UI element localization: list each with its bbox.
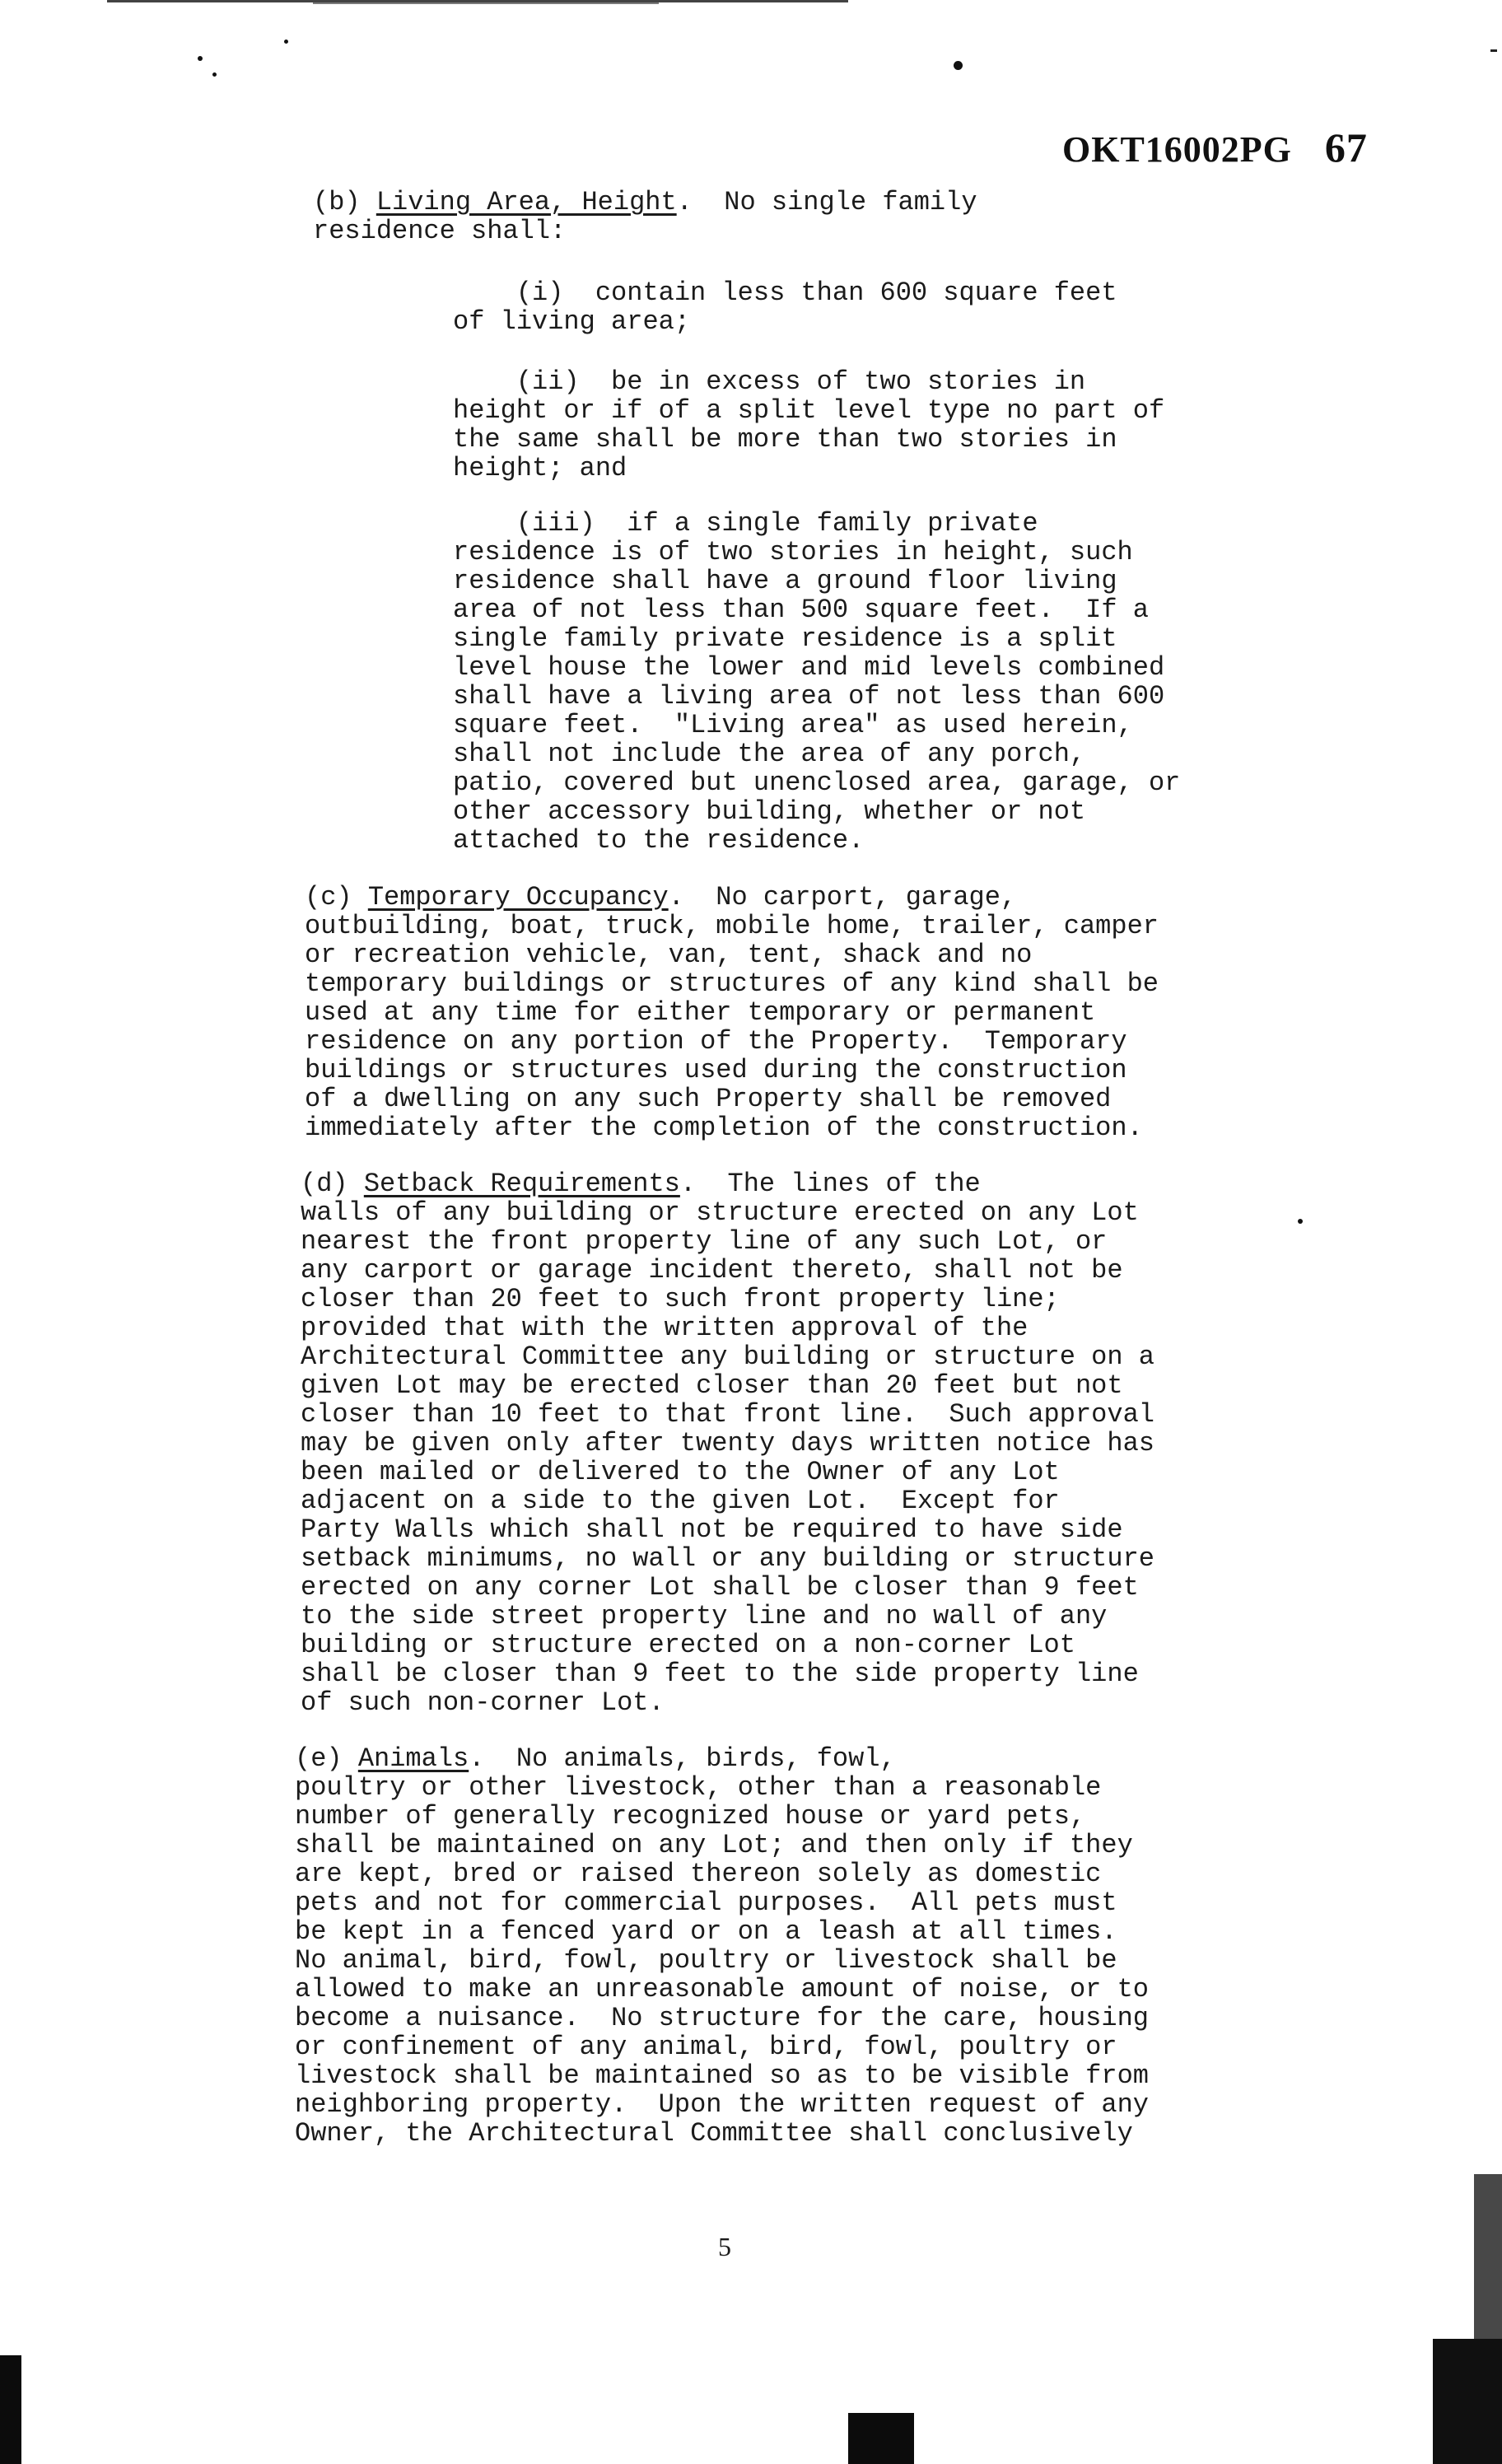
scan-speck — [212, 72, 217, 77]
scan-speck — [284, 40, 288, 44]
section-d-title: Setback Requirements — [363, 1169, 680, 1199]
section-e-text: . No animals, birds, fowl, poultry or other livestock, other than a reasonable number of generally recognized house or yard pets, shall be maintained on any Lot; and then only if they are kept, bred or raised thereon solely as domestic pets and not for commercial purposes. All pets must be kept in a fenced yard or on a leash at all times. No animal, bird, fowl, poultry or livestock shall be allowed to make an unreasonable amount of noise, or to become a nuisance. No structure for the care, housing or confinement of any animal, bird, fowl, poultry or livestock shall be maintained so as to be visible from neighboring property. Upon the written request of any Owner, the Architectural Committee shall conclusively — [295, 1743, 1149, 2149]
scan-edge-left — [0, 2355, 21, 2464]
page-number: 5 — [718, 2232, 731, 2261]
section-d-text: . The lines of the walls of any building or structure erected on any Lot nearest the front property line of any such Lot, or any carport or garage incident thereto, shall not be closer than 20 feet to such front property line; provided that with the written approval of the Architectural Committee any building or structure on a given Lot may be erected closer than 20 feet but not closer than 10 feet to that front line. Such approval may be given only after twenty days written notice has been mailed or delivered to the Owner of any Lot adjacent on a side to the given Lot. Except for Party Walls which shall not be required to have side setback minimums, no wall or any building or structure erected on any corner Lot shall be closer than 9 feet to the side street property line and no wall of any building or structure erected on a non-corner Lot shall be closer than 9 feet to the side property line of such non-corner Lot. — [301, 1169, 1154, 1718]
section-c-text: . No carport, garage, outbuilding, boat, truck, mobile home, trailer, camper or recreation vehicle, van, tent, shack and no temporary buildings or structures of any kind shall be used at any time for either temporary or permanent residence on any portion of the Property. Temporary buildings or structures used during the construction of a dwelling on any such Property shall be removed immediately after the completion of the construction. — [305, 882, 1159, 1143]
section-c-label: (c) — [305, 882, 368, 912]
recording-stamp — [1062, 124, 1368, 171]
section-b-label: (b) — [313, 187, 376, 217]
section-b-item-iii: (iii) if a single family private residence is of two stories in height, such residence shall have a ground floor living area of not less than 500 square feet. If a single family private residence is a split level house the lower and mid levels combined shall have a living area of not less than 600 square feet. "Living area" as used herein, shall not include the area of any porch, patio, covered but unenclosed area, garage, or other accessory building, whether or not attached to the residence. — [453, 508, 1181, 856]
section-e-label: (e) — [295, 1743, 358, 1774]
scan-edge-top-faint — [313, 2, 659, 4]
scan-speck — [198, 56, 203, 61]
section-d-label: (d) — [301, 1169, 364, 1199]
scan-edge-bottom — [848, 2413, 914, 2464]
section-b-item-i: (i) contain less than 600 square feet of living area; — [453, 278, 1117, 337]
section-b-paragraph — [313, 188, 977, 245]
section-b-text: . No single family residence shall: — [313, 187, 977, 246]
section-d-paragraph — [301, 1169, 1154, 1717]
section-b-title: Living Area, Height — [376, 187, 677, 217]
scan-speck — [954, 61, 963, 70]
scan-speck — [1490, 49, 1497, 52]
scan-edge-corner — [1433, 2339, 1502, 2464]
page-reference: 67 — [1324, 124, 1368, 170]
scan-speck — [1298, 1219, 1303, 1224]
section-c-paragraph — [305, 883, 1159, 1142]
book-reference: OKT16002PG — [1062, 129, 1292, 170]
section-e-title: Animals — [357, 1743, 469, 1774]
scan-edge-right — [1474, 2174, 1502, 2339]
section-c-title: Temporary Occupancy — [367, 882, 669, 912]
section-e-paragraph — [295, 1744, 1149, 2148]
section-b-item-ii: (ii) be in excess of two stories in height or if of a split level type no part of the same shall be more than two stories in height; and — [453, 366, 1165, 483]
